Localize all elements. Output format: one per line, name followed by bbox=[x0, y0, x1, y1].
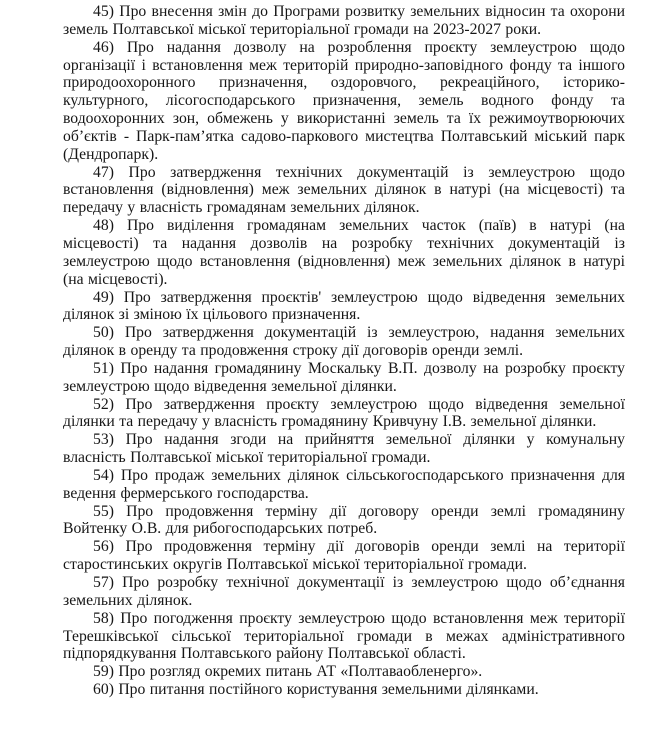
item-number: 58) bbox=[93, 609, 114, 627]
agenda-item-48 bbox=[63, 217, 625, 288]
item-number: 45) bbox=[93, 3, 114, 20]
item-text: Про затвердження проєкту землеустрою щодо відведення земельної ділянки та передачу у власність громадянину Кривчуну І.В. земельної ділянки. bbox=[63, 395, 626, 431]
item-number: 53) bbox=[93, 431, 114, 449]
item-number: 52) bbox=[93, 395, 114, 413]
item-number: 57) bbox=[93, 574, 114, 591]
item-text: Про надання громадянину Москальку В.П. дозволу на розробку проєкту землеустрою щодо відведення земельної ділянки. bbox=[63, 359, 625, 395]
agenda-item-55 bbox=[63, 503, 625, 539]
item-number: 49) bbox=[93, 288, 114, 306]
agenda-item-47 bbox=[63, 164, 625, 218]
item-text: Про затвердження проєктів' землеустрою щодо відведення земельних ділянок зі зміною їх цільового призначення. bbox=[63, 288, 625, 324]
item-number: 50) bbox=[93, 324, 114, 342]
agenda-item-53 bbox=[63, 431, 625, 467]
item-number: 59) bbox=[93, 663, 114, 681]
agenda-item-51 bbox=[63, 360, 625, 396]
agenda-item-58 bbox=[63, 610, 625, 664]
item-number: 56) bbox=[93, 538, 114, 556]
item-number: 54) bbox=[93, 466, 114, 484]
item-text: Про надання згоди на прийняття земельної ділянки у комунальну власність Полтавської міської територіальної громади. bbox=[63, 431, 625, 467]
agenda-item-45 bbox=[63, 3, 625, 39]
item-text: Про затвердження технічних документацій із землеустрою щодо встановлення (відновлення) меж земельних ділянок в натурі (на місцевості) та передачу у власність громадянам земельних ділянок. bbox=[63, 163, 626, 217]
agenda-item-46 bbox=[63, 39, 625, 164]
item-number: 60) bbox=[93, 681, 114, 699]
item-number: 48) bbox=[93, 217, 114, 235]
agenda-item-54 bbox=[63, 467, 625, 503]
item-text: Про погодження проєкту землеустрою щодо встановлення меж території Терешківської сільської територіальної громади в межах адміністративного підпорядкування Полтавського району Полтавської області. bbox=[63, 609, 626, 663]
agenda-item-49 bbox=[63, 289, 625, 325]
item-number: 47) bbox=[93, 163, 114, 181]
agenda-item-60 bbox=[63, 681, 625, 699]
item-number: 55) bbox=[93, 502, 114, 520]
item-text: Про продаж земельних ділянок сільськогосподарського призначення для ведення фермерського господарства. bbox=[63, 466, 626, 502]
agenda-item-56 bbox=[63, 538, 625, 574]
item-text: Про розгляд окремих питань АТ «Полтаваобленерго». bbox=[118, 663, 483, 681]
item-text: Про питання постійного користування земельними ділянками. bbox=[118, 681, 539, 699]
item-text: Про продовження терміну дії договору оренди землі громадянину Войтенку О.В. для рибогосподарських потреб. bbox=[63, 502, 626, 538]
item-text: Про розробку технічної документації із землеустрою щодо об’єднання земельних ділянок. bbox=[63, 574, 625, 609]
item-text: Про виділення громадянам земельних часток (паїв) в натурі (на місцевості) та надання дозволів на розробку технічних документацій із землеустрою щодо встановлення (відновлення) меж земельних ділянок в натурі (на місцевості). bbox=[63, 217, 625, 288]
item-number: 51) bbox=[93, 359, 114, 377]
agenda-item-57 bbox=[63, 574, 625, 610]
item-text: Про продовження терміну дії договорів оренди землі на території старостинських округів Полтавської міської територіальної громади. bbox=[63, 538, 625, 574]
agenda-item-52 bbox=[63, 396, 625, 432]
item-text: Про внесення змін до Програми розвитку земельних відносин та охорони земель Полтавської міської територіальної громади на 2023-2027 роки. bbox=[63, 3, 625, 38]
item-text: Про надання дозволу на розроблення проєкту землеустрою щодо організації і встановлення меж територій природно-заповідного фонду та іншого природоохоронного призначення, оздоровчого, рекреаційного, історико-культурного, лісогосподарського призначення, земель водного фонду та водоохоронних зон, обмежень у використанні земель та їх режимоутворюючих об’єктів - Парк-пам’ятка садово-паркового мистецтва Полтавський міський парк (Дендропарк). bbox=[63, 38, 626, 163]
item-text: Про затвердження документацій із землеустрою, надання земельних ділянок в оренду та продовження строку дії договорів оренди землі. bbox=[63, 324, 625, 360]
item-number: 46) bbox=[93, 38, 114, 56]
agenda-item-50 bbox=[63, 324, 625, 360]
agenda-item-59 bbox=[63, 663, 625, 681]
